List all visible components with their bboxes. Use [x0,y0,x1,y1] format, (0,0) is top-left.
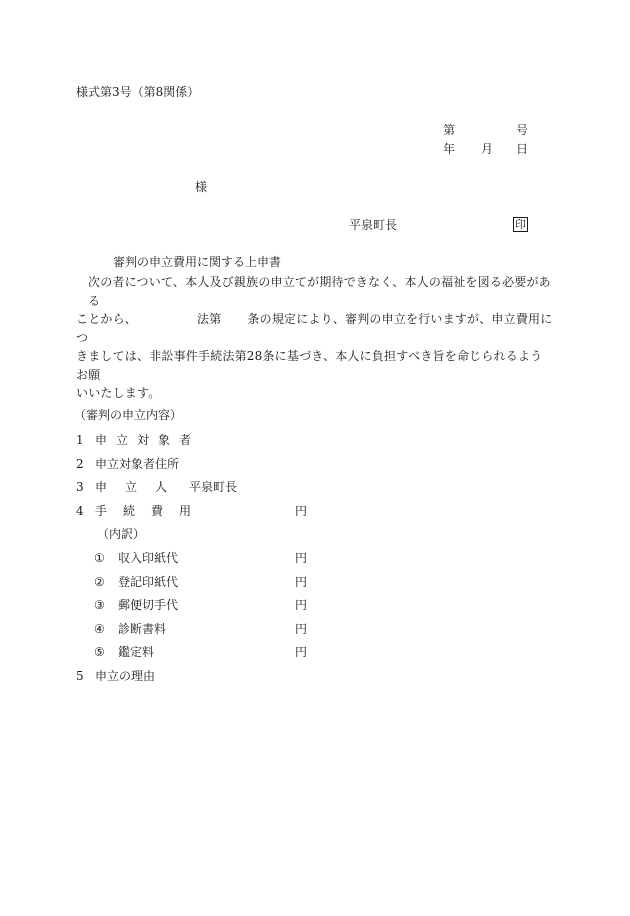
breakdown-title: （内訳） [97,527,146,541]
item-1-number: 1 [76,433,84,447]
seal-char: 印 [515,218,526,231]
doc-number-go: 号 [516,123,529,137]
item-3-value: 平泉町長 [189,480,238,494]
date-month: 月 [481,142,494,156]
item-5-number: 5 [76,669,84,683]
item-4-number: 4 [76,504,84,518]
breakdown-3-unit: 円 [295,598,308,612]
breakdown-4-mark: ④ [94,622,105,636]
item-1-label: 申立対象者 [95,433,201,447]
date-year: 年 [443,142,456,156]
section-title: （審判の申立内容） [74,408,183,422]
breakdown-2-mark: ② [94,575,105,589]
body-line-2a: ことから、 [76,312,138,326]
breakdown-1-mark: ① [94,551,105,565]
body-line-2b: 法第 [197,312,222,326]
doc-number-dai: 第 [443,123,456,137]
form-number: 様式第3号（第8関係） [76,85,200,99]
item-2-number: 2 [76,457,84,471]
item-4-unit: 円 [295,504,308,518]
breakdown-4-unit: 円 [295,622,308,636]
breakdown-5-unit: 円 [295,645,308,659]
breakdown-5-mark: ⑤ [94,645,105,659]
breakdown-1-unit: 円 [295,551,308,565]
body-paragraph [76,273,554,403]
item-4-label: 手続費用 [95,504,208,518]
body-line-2c: 条の規定により、審判の申立を行いますが、申立費用につ [76,312,553,345]
breakdown-1-label: 収入印紙代 [118,551,179,565]
date-day: 日 [516,142,529,156]
breakdown-4-label: 診断書料 [118,622,167,636]
breakdown-3-label: 郵便切手代 [118,598,179,612]
item-3-label: 申 立 人 [95,480,171,494]
document-title: 審判の申立費用に関する上申書 [113,255,282,269]
issuer-name: 平泉町長 [349,218,398,232]
item-2-label: 申立対象者住所 [95,457,180,471]
body-line-4: いいたします。 [76,386,161,400]
item-3-number: 3 [76,480,84,494]
body-line-3: きましては、非訟事件手続法第28条に基づき、本人に負担すべき旨を命じられるようお願 [76,349,543,382]
breakdown-3-mark: ③ [94,598,105,612]
body-line-1: 次の者について、本人及び親族の申立てが期待できなく、本人の福祉を図る必要がある [88,275,551,308]
addressee-suffix: 様 [195,180,208,194]
breakdown-2-label: 登記印紙代 [118,575,179,589]
item-5-label: 申立の理由 [95,669,156,683]
breakdown-5-label: 鑑定料 [118,645,155,659]
body-line-2 [76,310,554,347]
breakdown-2-unit: 円 [295,575,308,589]
seal-mark [513,217,528,232]
